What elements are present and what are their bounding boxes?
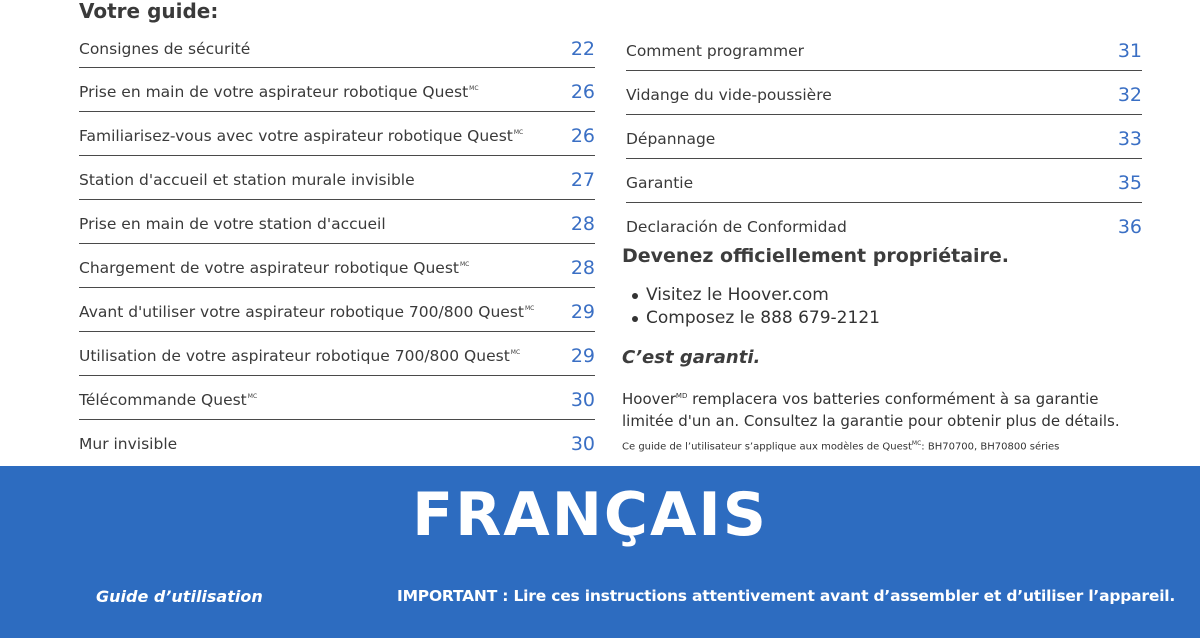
toc-row[interactable]	[79, 112, 595, 156]
trademark-mark: MC	[247, 393, 258, 401]
trademark-mark: MC	[510, 349, 521, 357]
toc-entry-label: Declaración de Conformidad	[626, 218, 847, 236]
toc-row[interactable]	[626, 27, 1142, 71]
toc-row[interactable]	[79, 68, 595, 112]
toc-page-number: 31	[1117, 39, 1142, 62]
toc-page-number: 22	[570, 38, 595, 60]
toc-entry-label: Utilisation de votre aspirateur robotique 700/800 Quest$^{MC}$	[79, 346, 521, 365]
toc-row[interactable]	[79, 200, 595, 244]
bullet-icon	[632, 316, 638, 322]
trademark-mark: MC	[460, 261, 470, 269]
trademark-mark: MC	[469, 85, 479, 93]
toc-row[interactable]	[79, 156, 595, 200]
toc-entry-label: Comment programmer	[626, 41, 805, 60]
toc-page-number: 30	[570, 433, 595, 455]
toc-row[interactable]	[626, 203, 1142, 247]
toc-page-number: 26	[570, 124, 595, 147]
toc-page-number: 29	[570, 344, 595, 367]
important-notice: IMPORTANT : Lire ces instructions attentivement avant d’assembler et d’utiliser l’appareil.	[397, 587, 1176, 605]
toc-page-number: 26	[570, 80, 595, 103]
ownership-list	[632, 284, 880, 330]
list-item	[632, 307, 880, 330]
toc-page-number: 28	[570, 212, 595, 235]
trademark-mark: MD	[675, 392, 688, 400]
toc-row[interactable]	[79, 420, 595, 464]
toc-page-number: 27	[570, 168, 595, 191]
model-applicability-note: Ce guide de l’utilisateur s’applique aux modèles de Quest$^{MC}$: BH70700, BH70800 séries	[622, 440, 1060, 453]
toc-entry-label: Vidange du vide-poussière	[626, 85, 832, 104]
toc-row[interactable]	[626, 71, 1142, 115]
toc-row[interactable]	[79, 376, 595, 420]
warranty-heading: C’est garanti.	[622, 347, 761, 368]
bullet-icon	[632, 293, 638, 299]
language-banner	[0, 466, 1200, 638]
toc-page-number: 32	[1117, 83, 1142, 106]
toc-entry-label: Familiarisez-vous avec votre aspirateur robotique Quest$^{MC}$	[79, 126, 524, 145]
toc-row[interactable]	[79, 27, 595, 68]
toc-page-number: 36	[1117, 216, 1142, 238]
toc-entry-label: Avant d'utiliser votre aspirateur robotique 700/800 Quest$^{MC}$	[79, 302, 535, 321]
toc-entry-label: Garantie	[626, 173, 694, 192]
toc-row[interactable]	[79, 288, 595, 332]
warranty-paragraph	[622, 385, 1142, 432]
toc-page-number: 35	[1117, 171, 1142, 194]
toc-entry-label: Dépannage	[626, 129, 716, 148]
trademark-mark: MC	[524, 305, 535, 313]
toc-page-number: 28	[570, 256, 595, 279]
toc-row[interactable]	[79, 244, 595, 288]
toc-page-number: 33	[1117, 127, 1142, 150]
toc-left-column	[79, 27, 595, 464]
guide-label: Guide d’utilisation	[96, 587, 263, 606]
ownership-phone-text: Composez le 888 679-2121	[646, 308, 880, 328]
toc-entry-label: Chargement de votre aspirateur robotique Quest$^{MC}$	[79, 258, 470, 277]
toc-right-column	[626, 27, 1142, 247]
toc-row[interactable]	[626, 115, 1142, 159]
toc-entry-label: Télécommande Quest$^{MC}$	[79, 390, 258, 409]
toc-page-number: 29	[570, 300, 595, 323]
toc-entry-label: Mur invisible	[79, 435, 178, 453]
brand-name: Hoover	[622, 390, 676, 408]
toc-row[interactable]	[626, 159, 1142, 203]
trademark-mark: MC	[911, 440, 922, 447]
language-title: FRANÇAIS	[412, 480, 768, 550]
ownership-website-text: Visitez le Hoover.com	[646, 285, 829, 305]
toc-entry-label: Prise en main de votre aspirateur robotique Quest$^{MC}$	[79, 82, 479, 101]
toc-page-number: 30	[570, 388, 595, 411]
trademark-mark: MC	[513, 129, 524, 137]
toc-row[interactable]	[79, 332, 595, 376]
toc-entry-label: Consignes de sécurité	[79, 40, 251, 58]
ownership-heading: Devenez officiellement propriétaire.	[622, 245, 1010, 267]
warranty-body-text: remplacera vos batteries conformément à sa garantie limitée d'un an. Consultez la garantie pour obtenir plus de détails.	[622, 390, 1120, 430]
list-item	[632, 284, 880, 307]
toc-entry-label: Prise en main de votre station d'accueil	[79, 214, 386, 233]
toc-entry-label: Station d'accueil et station murale invisible	[79, 170, 415, 189]
guide-title: Votre guide:	[79, 0, 219, 23]
